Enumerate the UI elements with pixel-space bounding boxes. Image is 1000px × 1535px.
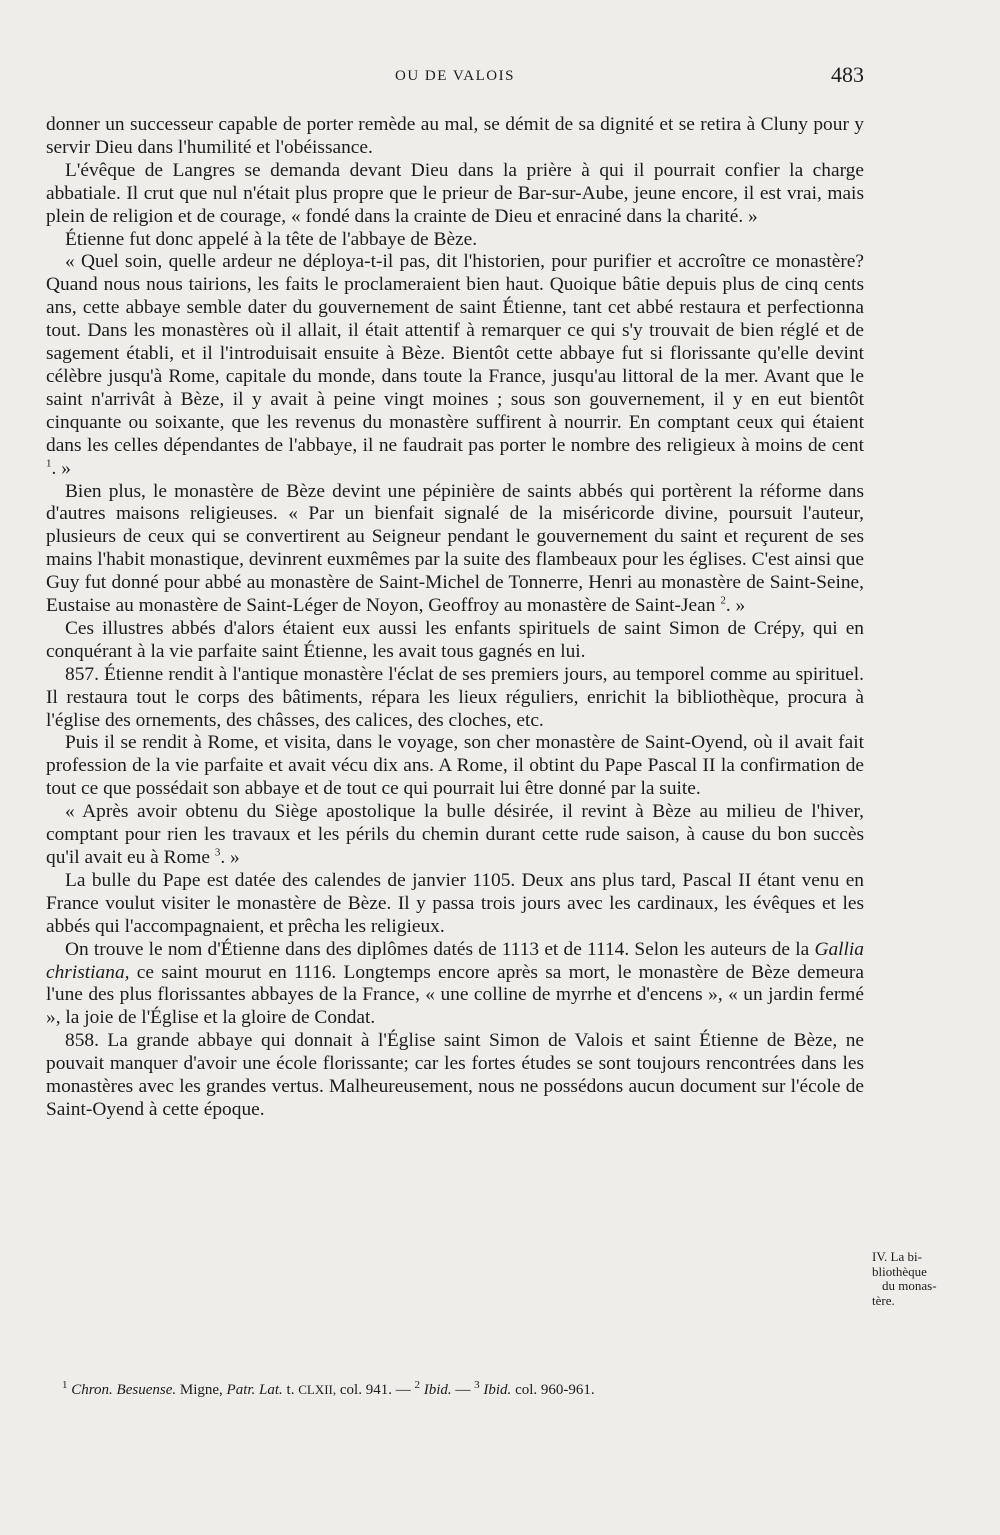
running-title: OU DE VALOIS <box>395 68 515 84</box>
paragraph: Puis il se rendit à Rome, et visita, dans le voyage, son cher monastère de Saint-Oyend, où il avait fait profession de la vie parfaite et avait vécu dix ans. A Rome, il obtint du Pape Pascal II la confirmation de tout ce que possédait son abbaye et de tout ce qui pourrait lui être donné par la suite. <box>46 732 864 800</box>
paragraph: donner un successeur capable de porter remède au mal, se démit de sa dignité et se retira à Cluny pour y servir Dieu dans l'humilité et l'obéissance. <box>46 114 864 158</box>
paragraph-text: « Quel soin, quelle ardeur ne déploya-t-il pas, dit l'historien, pour purifier et accroître ce monastère? Quand nous nous tairions, les faits le proclameraient bien haut. Quoique bâtie depuis plus de cinq cents ans, cette abbaye semble dater du gouvernement de saint Étienne, tant cet abbé restaura et perfectionna tout. Dans les monastères où il allait, il était attentif à remarquer ce qui s'y trouvait de bien réglé et de sagement établi, et il l'introduisait ensuite à Bèze. Bientôt cette abbaye fut si florissante qu'elle devint célèbre jusqu'à Rome, capitale du monde, dans toute la France, jusqu'au littoral de la mer. Avant que le saint n'arrivât à Bèze, il y avait à peine vingt moines ; sous son gouvernement, il y en eut bientôt cinquante ou soixante, que les revenus du monastère suffirent à nourrir. En comptant ceux qui étaient dans les celles dépendantes de l'abbaye, il ne faudrait pas porter le nombre des religieux à moins de cent <box>46 251 864 456</box>
margin-note-line: du monas- <box>882 1278 937 1293</box>
margin-note <box>872 1250 964 1308</box>
running-head <box>46 62 864 92</box>
footnote-number: 2 <box>414 1379 420 1391</box>
footnote-text: col. 960-961. <box>515 1382 595 1398</box>
margin-note-line: IV. La bi- <box>872 1249 922 1264</box>
footnote-text: Migne, <box>179 1382 223 1398</box>
paragraph: 857. Étienne rendit à l'antique monastère l'éclat de ses premiers jours, au temporel comme au spirituel. Il restaura tout le corps des bâtiments, répara les lieux réguliers, enrichit la bibliothèque, procura à l'église des ornements, des châsses, des calices, des cloches, etc. <box>46 663 864 731</box>
italic-title: Gallia christiana, <box>46 938 864 983</box>
footnote-number: 1 <box>62 1379 68 1391</box>
paragraph <box>46 939 864 1031</box>
paragraph: Étienne fut donc appelé à la tête de l'abbaye de Bèze. <box>65 228 478 250</box>
margin-note-line: bliothèque <box>872 1263 927 1279</box>
paragraph <box>46 251 864 480</box>
paragraph-text: « Après avoir obtenu du Siège apostolique la bulle désirée, il revint à Bèze au milieu de l'hiver, comptant pour rien les travaux et les périls du chemin durant cette rude saison, à cause du bon succès qu'il avait eu à Rome <box>46 801 864 868</box>
paragraph-text: Bien plus, le monastère de Bèze devint une pépinière de saints abbés qui portèrent la réforme dans d'autres maisons religieuses. « Par un bienfait signalé de la miséricorde divine, poursuit l'auteur, plusieurs de ceux qui se convertirent au Seigneur pendant le gouvernement du saint et reçurent de ses mains l'habit monastique, devinrent euxmêmes par la suite des flambeaux pour les églises. C'est ainsi que Guy fut donné pour abbé au monastère de Saint-Michel de Tonnerre, Henri au monastère de Saint-Seine, Eustaise au monastère de Saint-Léger de Noyon, Geoffroy au monastère de Saint-Jean <box>46 480 864 617</box>
footnote-source: Patr. Lat. <box>226 1382 283 1398</box>
footnote-volume: CLXII, <box>298 1382 337 1397</box>
footnote-source: Chron. Besuense. <box>71 1382 177 1398</box>
margin-note-line: tère. <box>872 1292 895 1308</box>
footnote-ref[interactable]: 2 <box>720 594 726 607</box>
paragraph: 858. La grande abbaye qui donnait à l'Église saint Simon de Valois et saint Étienne de Bèze, ne pouvait manquer d'avoir une école florissante; car les fortes études se sont toujours rencontrées dans les monastères avec les grandes vertus. Malheureusement, nous ne possédons aucun document sur l'école de Saint-Oyend à cette époque. <box>46 1030 864 1120</box>
paragraph-end: . » <box>725 595 746 617</box>
paragraph-text: ce saint mourut en 1116. Longtemps encore après sa mort, le monastère de Bèze demeura l'une des plus florissantes abbayes de la France, « une colline de myrrhe et d'encens », « un jardin fermé », la joie de l'Église et la gloire de Condat. <box>46 961 864 1029</box>
body-text <box>46 114 864 1122</box>
paragraph-text: On trouve le nom d'Étienne dans des diplômes datés de 1113 et de 1114. Selon les auteurs de la <box>65 938 810 960</box>
footnote-text: t. <box>286 1382 295 1398</box>
paragraph <box>46 801 864 870</box>
paragraph: Ces illustres abbés d'alors étaient eux aussi les enfants spirituels de saint Simon de Crépy, qui en conquérant à la vie parfaite saint Étienne, les avait tous gagnés en lui. <box>46 617 864 662</box>
paragraph: La bulle du Pape est datée des calendes de janvier 1105. Deux ans plus tard, Pascal II étant venu en France voulut visiter le monastère de Bèze. Il y passa trois jours avec les cardinaux, les évêques et les abbés qui l'accompagnaient, et prêcha les religieux. <box>46 869 864 937</box>
paragraph: L'évêque de Langres se demanda devant Dieu dans la prière à qui il pourrait confier la charge abbatiale. Il crut que nul n'était plus propre que le prieur de Bar-sur-Aube, jeune encore, il est vrai, mais plein de religion et de courage, « fondé dans la crainte de Dieu et enraciné dans la charité. » <box>46 159 864 227</box>
footnote-ref[interactable]: 1 <box>46 457 52 470</box>
paragraph-end: . » <box>51 457 71 479</box>
footnote-source: Ibid. <box>483 1382 512 1398</box>
paragraph-end: . » <box>220 847 240 868</box>
footnote-text: col. 941. — <box>339 1382 411 1398</box>
footnote-number: 3 <box>474 1379 480 1391</box>
paragraph <box>46 481 864 618</box>
footnote-text: — <box>455 1382 471 1398</box>
footnotes <box>46 1380 880 1400</box>
page-number: 483 <box>831 62 864 87</box>
footnote-source: Ibid. <box>423 1382 452 1398</box>
footnote-ref[interactable]: 3 <box>214 846 221 859</box>
